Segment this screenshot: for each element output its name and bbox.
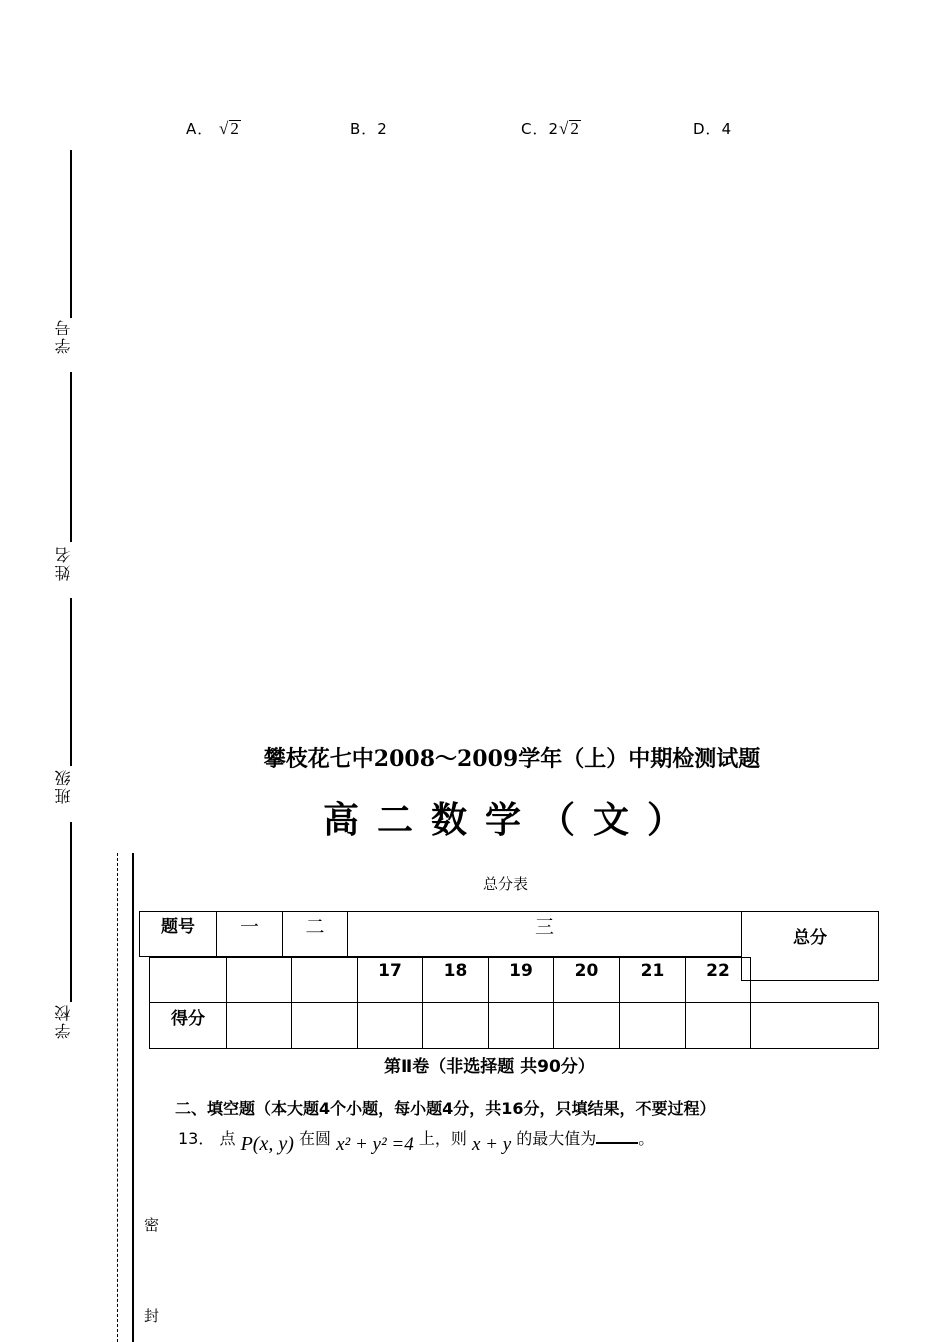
subcol-17: 17 bbox=[357, 957, 423, 1003]
q13-end: 。 bbox=[638, 1129, 655, 1148]
subcol-22: 22 bbox=[685, 957, 751, 1003]
option-d-value: 4 bbox=[721, 120, 733, 138]
seal-solid-line bbox=[132, 853, 134, 1342]
q13-post: 的最大值为 bbox=[516, 1129, 597, 1148]
col-part-three: 三 bbox=[347, 911, 742, 957]
col-part-one: 一 bbox=[216, 911, 283, 957]
q13-expression: x + y bbox=[471, 1134, 512, 1155]
subject-title: 高二数学（文） bbox=[322, 799, 701, 841]
class-line bbox=[70, 598, 72, 766]
score-input-one[interactable] bbox=[226, 1002, 292, 1049]
score-input-total[interactable] bbox=[750, 1002, 879, 1049]
q13-answer-blank[interactable] bbox=[596, 1142, 638, 1144]
school-line bbox=[70, 822, 72, 1002]
question-13 bbox=[178, 1126, 655, 1155]
option-b-value: 2 bbox=[377, 120, 388, 138]
seal-dashed-line bbox=[117, 853, 118, 1342]
row-score-label: 得分 bbox=[149, 1002, 227, 1049]
name-label: 姓名 bbox=[54, 545, 73, 581]
option-b bbox=[350, 118, 388, 139]
score-input-two[interactable] bbox=[291, 1002, 358, 1049]
score-input-18[interactable] bbox=[422, 1002, 489, 1049]
table-cell-empty bbox=[291, 957, 358, 1003]
q13-on: 上，则 bbox=[418, 1129, 467, 1148]
table-cell-empty bbox=[149, 957, 227, 1003]
option-c bbox=[521, 118, 581, 139]
score-input-22[interactable] bbox=[685, 1002, 751, 1049]
score-table-caption: 总分表 bbox=[483, 875, 529, 893]
q13-circle-equation: x² + y² =4 bbox=[336, 1134, 414, 1155]
option-b-label: B． bbox=[350, 120, 378, 138]
table-cell-empty bbox=[226, 957, 292, 1003]
subcol-19: 19 bbox=[488, 957, 554, 1003]
name-line bbox=[70, 372, 72, 542]
q13-number: 13． bbox=[178, 1129, 215, 1148]
option-c-coef: 2 bbox=[548, 120, 560, 138]
score-input-19[interactable] bbox=[488, 1002, 554, 1049]
col-total: 总分 bbox=[741, 911, 879, 981]
option-a-label: A． bbox=[186, 120, 214, 138]
subcol-20: 20 bbox=[553, 957, 620, 1003]
col-part-two: 二 bbox=[282, 911, 348, 957]
seal-mark-feng: 封 bbox=[144, 1307, 160, 1325]
option-c-radical: √2 bbox=[559, 119, 580, 138]
q13-mid: 在圆 bbox=[298, 1129, 331, 1148]
school-label: 学校 bbox=[54, 1003, 73, 1039]
option-a bbox=[186, 118, 241, 139]
fill-in-heading: 二、填空题（本大题4个小题，每小题4分，共16分，只填结果，不要过程） bbox=[175, 1099, 716, 1118]
option-d bbox=[693, 118, 732, 139]
student-no-line bbox=[70, 150, 72, 318]
exam-title: 攀枝花七中2008～2009学年（上）中期检测试题 bbox=[263, 746, 761, 772]
score-input-21[interactable] bbox=[619, 1002, 686, 1049]
option-a-value: √2 bbox=[219, 119, 240, 138]
col-question-number: 题号 bbox=[139, 911, 217, 957]
student-no-label: 学号 bbox=[54, 318, 73, 354]
q13-pre: 点 bbox=[219, 1129, 236, 1148]
score-input-17[interactable] bbox=[357, 1002, 423, 1049]
q13-point: P(x, y) bbox=[240, 1133, 294, 1155]
subcol-18: 18 bbox=[422, 957, 489, 1003]
option-d-label: D． bbox=[693, 120, 722, 138]
score-input-20[interactable] bbox=[553, 1002, 620, 1049]
class-label: 班级 bbox=[54, 768, 73, 804]
seal-mark-mi: 密 bbox=[144, 1216, 160, 1234]
subcol-21: 21 bbox=[619, 957, 686, 1003]
option-c-label: C． bbox=[521, 120, 549, 138]
volume-two-title: 第Ⅱ卷（非选择题 共90分） bbox=[384, 1057, 595, 1077]
